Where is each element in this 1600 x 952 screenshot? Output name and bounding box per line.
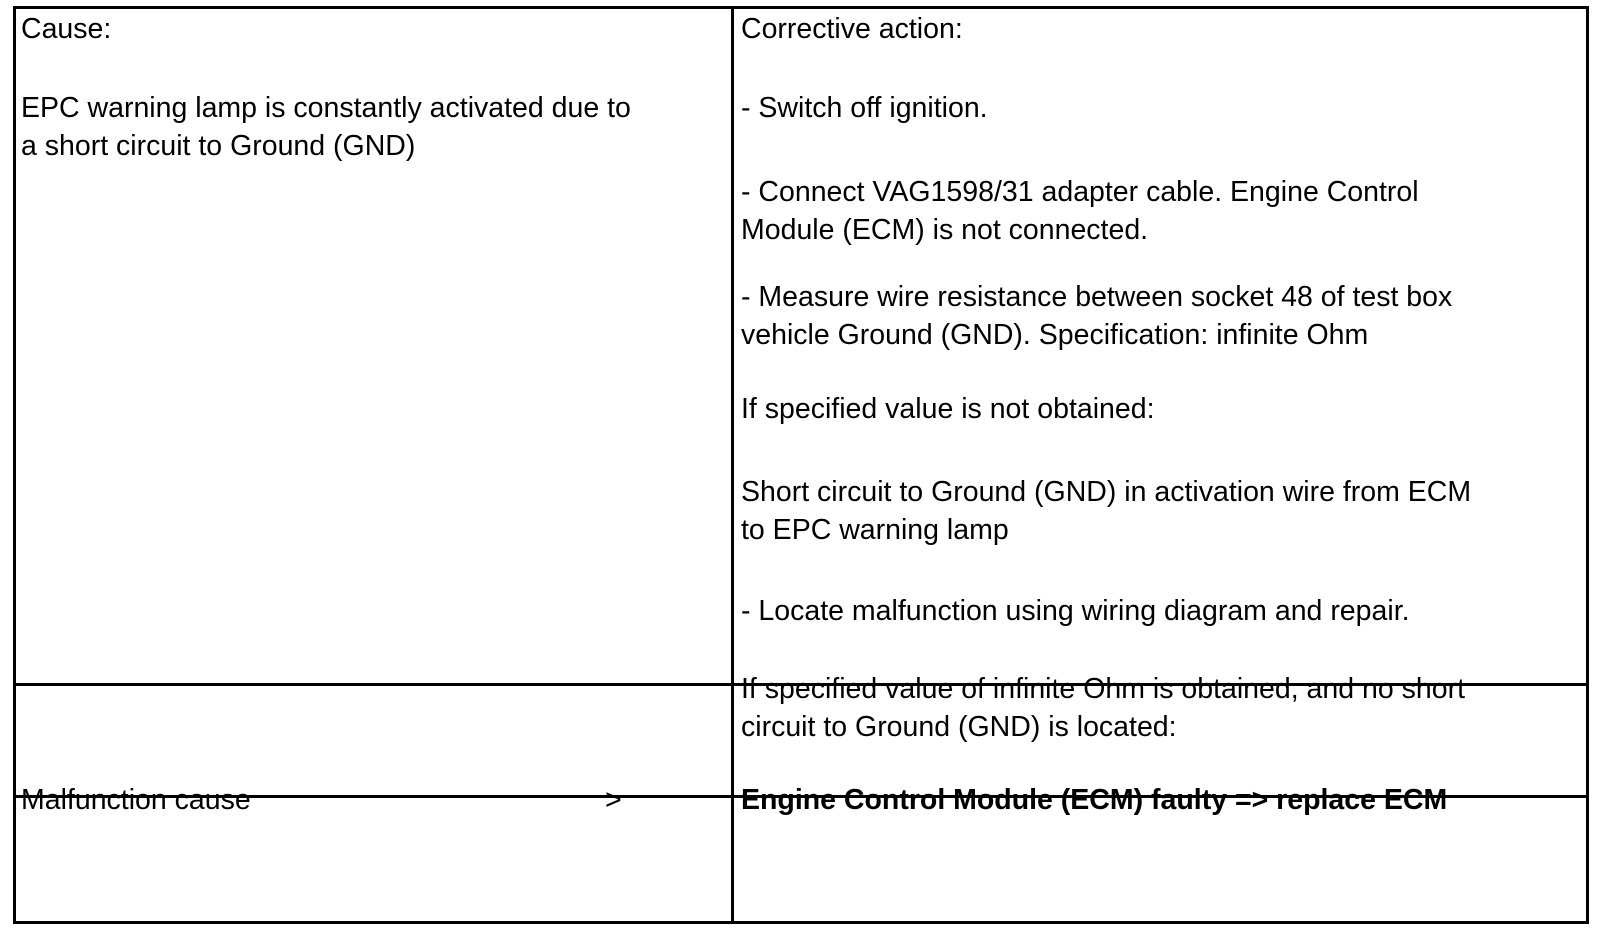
step-switch-off-ignition: - Switch off ignition. <box>741 92 988 124</box>
if-not-obtained-text: If specified value is not obtained: <box>741 393 1155 425</box>
cause-description-line1: EPC warning lamp is constantly activated due to <box>21 92 631 124</box>
step-connect-adapter-text: - Connect VAG1598/31 adapter cable. <box>741 176 1223 208</box>
cause-description-line2: a short circuit to Ground (GND) <box>21 130 416 162</box>
step-measure-resistance-line2: vehicle Ground (GND). Specification: infinite Ohm <box>741 319 1369 351</box>
cause-heading: Cause: <box>21 13 112 45</box>
short-circuit-line1: Short circuit to Ground (GND) in activation wire from ECM <box>741 476 1472 508</box>
infinite-ohm-obtained-line2: circuit to Ground (GND) is located: <box>741 711 1177 743</box>
step-connect-adapter-line2: Module (ECM) is not connected. <box>741 214 1149 246</box>
engine-control-label: Engine Control <box>1230 176 1419 208</box>
malfunction-cause-label: Malfunction cause <box>21 784 251 816</box>
corrective-action-heading: Corrective action: <box>741 13 963 45</box>
infinite-ohm-obtained-line1: If specified value of infinite Ohm is obtained, and no short <box>741 673 1466 705</box>
column-divider <box>731 9 734 921</box>
arrow-indicator: > <box>605 784 622 816</box>
short-circuit-line2: to EPC warning lamp <box>741 514 1009 546</box>
step-locate-malfunction: - Locate malfunction using wiring diagram and repair. <box>741 595 1410 627</box>
ecm-faulty-conclusion: Engine Control Module (ECM) faulty => replace ECM <box>741 784 1448 816</box>
diagnostic-table <box>13 6 1589 924</box>
step-connect-adapter-line1 <box>741 173 1419 211</box>
step-measure-resistance-line1: - Measure wire resistance between socket 48 of test box <box>741 281 1453 313</box>
